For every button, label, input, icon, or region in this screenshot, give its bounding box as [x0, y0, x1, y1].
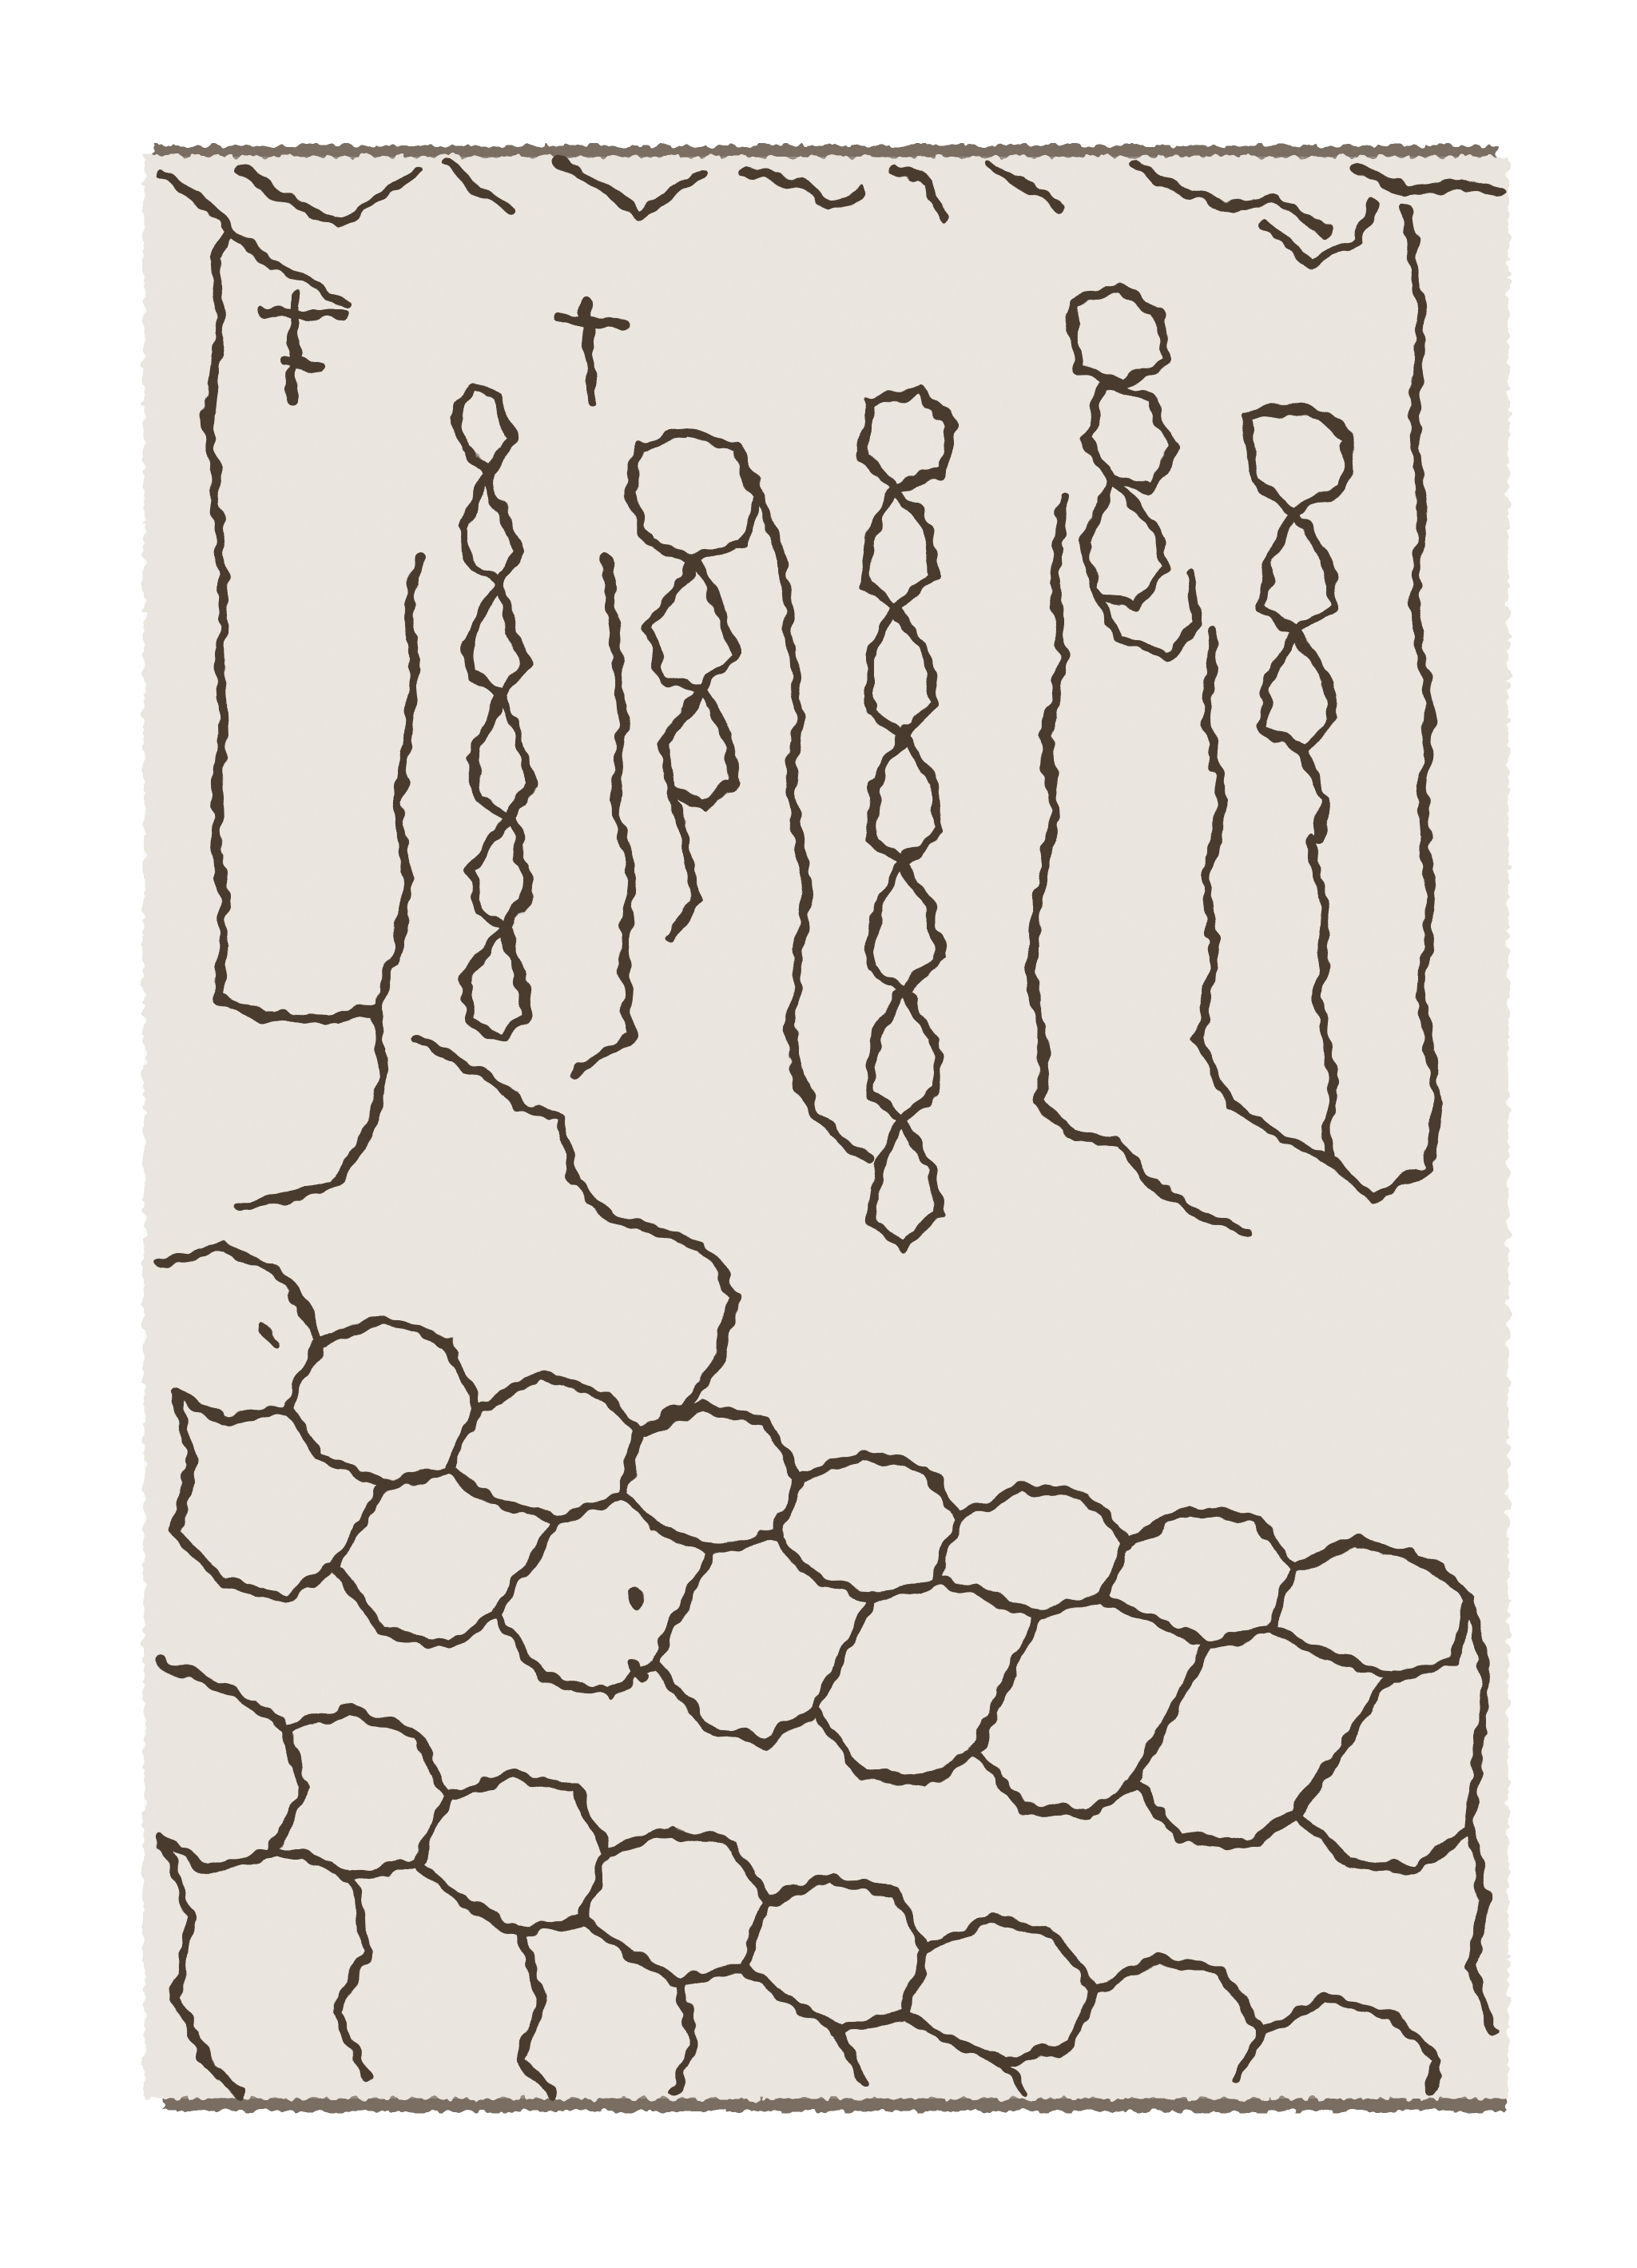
- rug: [144, 145, 1508, 2111]
